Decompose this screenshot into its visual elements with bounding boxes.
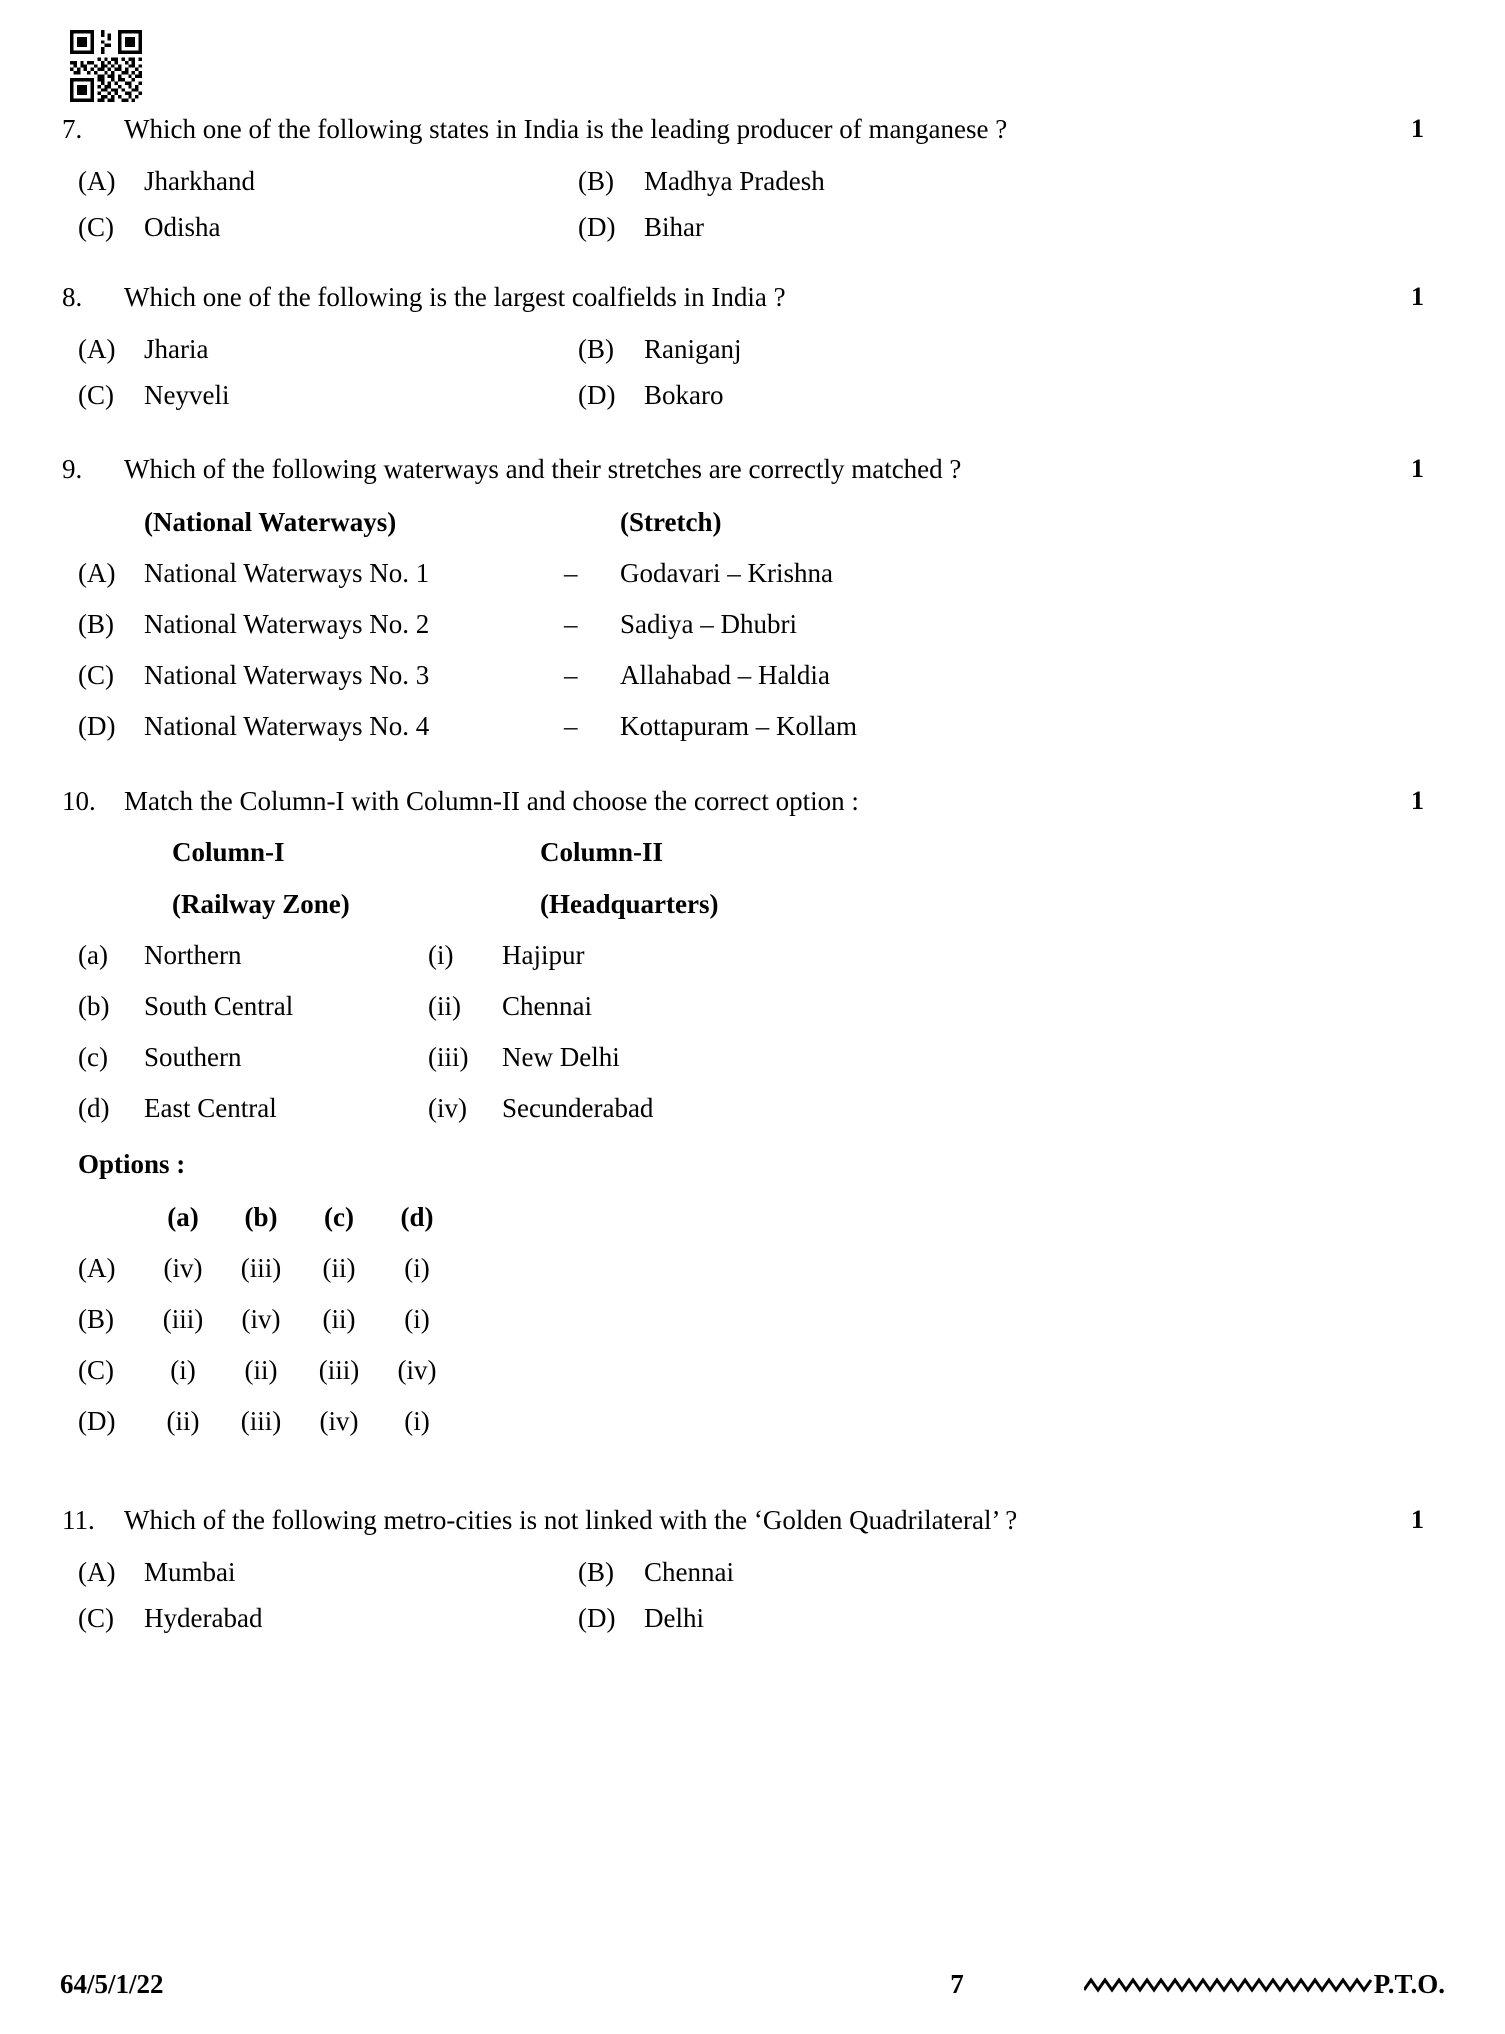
match-row xyxy=(78,1083,1430,1134)
headquarters: Secunderabad xyxy=(502,1093,654,1123)
page-content xyxy=(60,30,1430,1649)
option-key: (B) xyxy=(578,166,614,196)
option-key: (D) xyxy=(578,380,616,410)
match-title-row xyxy=(78,826,1430,878)
option-key: (D) xyxy=(78,1406,116,1436)
answer-value: (iv) xyxy=(163,1253,203,1283)
option-label: Odisha xyxy=(144,212,221,242)
page-number: 7 xyxy=(950,1969,964,1999)
option-row xyxy=(78,326,1430,372)
stretch-name: Kottapuram – Kollam xyxy=(620,711,857,741)
qr-code-icon xyxy=(70,30,142,102)
option-key: (A) xyxy=(78,334,116,364)
railway-zone: Southern xyxy=(144,1042,242,1072)
headquarters: Hajipur xyxy=(502,940,585,970)
question-marks: 1 xyxy=(1411,786,1424,815)
match-table xyxy=(78,826,1430,1447)
answer-col-d: (d) xyxy=(400,1202,434,1232)
options-list xyxy=(78,326,1430,418)
answer-value: (iii) xyxy=(318,1355,360,1385)
headquarters: Chennai xyxy=(502,991,592,1021)
column2-subtitle: (Headquarters) xyxy=(540,889,719,919)
option-b[interactable] xyxy=(578,326,1078,372)
turn-over-label: P.T.O. xyxy=(1373,1969,1445,1999)
option-row xyxy=(78,1595,1430,1641)
match-row xyxy=(78,1032,1430,1083)
option-d[interactable] xyxy=(578,372,1078,418)
option-d[interactable] xyxy=(578,1595,1078,1641)
column1-key: (d) xyxy=(78,1093,110,1123)
options-list xyxy=(78,1549,1430,1641)
question-11 xyxy=(60,1499,1430,1641)
option-label: Neyveli xyxy=(144,380,230,410)
question-text: Match the Column-I with Column-II and choose the correct option : xyxy=(124,786,859,816)
dash-separator: – xyxy=(564,660,578,690)
option-row xyxy=(78,204,1430,250)
option-label: Jharkhand xyxy=(144,166,255,196)
question-text: Which of the following waterways and their stretches are correctly matched ? xyxy=(124,454,962,484)
question-text: Which of the following metro-cities is not linked with the ‘Golden Quadrilateral’ ? xyxy=(124,1505,1018,1535)
answer-option-b[interactable] xyxy=(78,1294,1430,1345)
option-key: (B) xyxy=(78,1304,114,1334)
answer-value: (iii) xyxy=(162,1304,204,1334)
answer-header-row xyxy=(78,1192,1430,1243)
option-a[interactable] xyxy=(78,158,578,204)
question-8 xyxy=(60,276,1430,418)
option-a[interactable] xyxy=(78,326,578,372)
question-number: 10. xyxy=(62,786,96,816)
dash-separator: – xyxy=(564,711,578,741)
question-number: 8. xyxy=(62,282,83,312)
answer-value: (iv) xyxy=(241,1304,281,1334)
question-text: Which one of the following states in India is the leading producer of manganese ? xyxy=(124,114,1008,144)
option-key: (C) xyxy=(78,1355,114,1385)
answer-value: (ii) xyxy=(322,1253,356,1283)
option-key: (C) xyxy=(78,380,114,410)
option-key: (A) xyxy=(78,166,116,196)
option-label: Bihar xyxy=(644,212,704,242)
option-key: (D) xyxy=(578,212,616,242)
answer-value: (i) xyxy=(404,1304,430,1334)
option-label: Delhi xyxy=(644,1603,704,1633)
column-header-waterways: (National Waterways) xyxy=(144,507,397,537)
option-label: Jharia xyxy=(144,334,209,364)
column1-key: (a) xyxy=(78,940,108,970)
option-key: (D) xyxy=(578,1603,616,1633)
column2-key: (iii) xyxy=(428,1042,469,1072)
stretch-name: Allahabad – Haldia xyxy=(620,660,830,690)
option-label: Chennai xyxy=(644,1557,734,1587)
option-key: (C) xyxy=(78,660,114,690)
option-key: (C) xyxy=(78,1603,114,1633)
option-label: Madhya Pradesh xyxy=(644,166,825,196)
stretch-name: Sadiya – Dhubri xyxy=(620,609,797,639)
question-7 xyxy=(60,108,1430,250)
question-marks: 1 xyxy=(1411,282,1424,311)
column1-key: (b) xyxy=(78,991,110,1021)
option-b[interactable] xyxy=(578,1549,1078,1595)
column2-key: (ii) xyxy=(428,991,461,1021)
question-marks: 1 xyxy=(1411,454,1424,483)
option-key: (A) xyxy=(78,1557,116,1587)
column2-key: (i) xyxy=(428,940,454,970)
waterways-table xyxy=(78,496,1430,752)
question-number: 7. xyxy=(62,114,83,144)
stretch-name: Godavari – Krishna xyxy=(620,558,833,588)
table-row[interactable] xyxy=(78,701,1430,752)
option-c[interactable] xyxy=(78,372,578,418)
answer-value: (ii) xyxy=(166,1406,200,1436)
question-10 xyxy=(60,780,1430,1447)
question-number: 9. xyxy=(62,454,83,484)
answer-value: (i) xyxy=(404,1253,430,1283)
question-text: Which one of the following is the largest coalfields in India ? xyxy=(124,282,786,312)
headquarters: New Delhi xyxy=(502,1042,620,1072)
match-row xyxy=(78,930,1430,981)
answer-grid xyxy=(78,1192,1430,1447)
page-footer xyxy=(60,1969,1445,2000)
option-c[interactable] xyxy=(78,1595,578,1641)
option-key: (C) xyxy=(78,212,114,242)
railway-zone: East Central xyxy=(144,1093,277,1123)
column1-key: (c) xyxy=(78,1042,108,1072)
question-9 xyxy=(60,448,1430,752)
options-list xyxy=(78,158,1430,250)
table-row[interactable] xyxy=(78,599,1430,650)
dash-separator: – xyxy=(564,558,578,588)
question-marks: 1 xyxy=(1411,1505,1424,1534)
option-key: (D) xyxy=(78,711,116,741)
option-key: (B) xyxy=(78,609,114,639)
answer-col-b: (b) xyxy=(244,1202,278,1232)
header-spacer-dash xyxy=(564,496,620,548)
match-row xyxy=(78,981,1430,1032)
option-key: (B) xyxy=(578,334,614,364)
paper-code: 64/5/1/22 xyxy=(60,1969,164,1999)
option-key: (A) xyxy=(78,558,116,588)
dash-separator: – xyxy=(564,609,578,639)
column2-title: Column-II xyxy=(540,837,664,867)
answer-value: (iii) xyxy=(240,1253,282,1283)
railway-zone: Northern xyxy=(144,940,242,970)
header-spacer xyxy=(78,496,144,548)
table-header-row xyxy=(78,496,1430,548)
option-c[interactable] xyxy=(78,204,578,250)
match-subtitle-row xyxy=(78,878,1430,930)
zigzag-divider-icon xyxy=(1084,1974,1374,1996)
option-label: Hyderabad xyxy=(144,1603,263,1633)
railway-zone: South Central xyxy=(144,991,294,1021)
answer-value: (iii) xyxy=(240,1406,282,1436)
answer-value: (i) xyxy=(404,1406,430,1436)
option-row xyxy=(78,372,1430,418)
column1-subtitle: (Railway Zone) xyxy=(172,889,350,919)
waterway-name: National Waterways No. 4 xyxy=(144,711,430,741)
table-row[interactable] xyxy=(78,650,1430,701)
question-marks: 1 xyxy=(1411,114,1424,143)
option-d[interactable] xyxy=(578,204,1078,250)
option-label: Raniganj xyxy=(644,334,742,364)
option-a[interactable] xyxy=(78,1549,578,1595)
option-b[interactable] xyxy=(578,158,1078,204)
answer-value: (i) xyxy=(170,1355,196,1385)
answer-value: (iv) xyxy=(319,1406,359,1436)
column2-key: (iv) xyxy=(428,1093,467,1123)
option-label: Bokaro xyxy=(644,380,724,410)
column-header-stretch: (Stretch) xyxy=(620,507,722,537)
options-label: Options : xyxy=(78,1149,186,1179)
waterway-name: National Waterways No. 3 xyxy=(144,660,430,690)
answer-col-a: (a) xyxy=(167,1202,199,1232)
table-row[interactable] xyxy=(78,548,1430,599)
header-spacer xyxy=(78,1192,144,1243)
answer-option-c[interactable] xyxy=(78,1345,1430,1396)
question-number: 11. xyxy=(62,1505,95,1535)
option-label: Mumbai xyxy=(144,1557,236,1587)
option-key: (B) xyxy=(578,1557,614,1587)
option-row xyxy=(78,1549,1430,1595)
option-row xyxy=(78,158,1430,204)
answer-value: (iv) xyxy=(397,1355,437,1385)
answer-option-d[interactable] xyxy=(78,1396,1430,1447)
answer-value: (ii) xyxy=(244,1355,278,1385)
answer-option-a[interactable] xyxy=(78,1243,1430,1294)
option-key: (A) xyxy=(78,1253,116,1283)
column1-title: Column-I xyxy=(172,837,285,867)
waterway-name: National Waterways No. 1 xyxy=(144,558,430,588)
answer-col-c: (c) xyxy=(324,1202,354,1232)
answer-value: (ii) xyxy=(322,1304,356,1334)
waterway-name: National Waterways No. 2 xyxy=(144,609,430,639)
